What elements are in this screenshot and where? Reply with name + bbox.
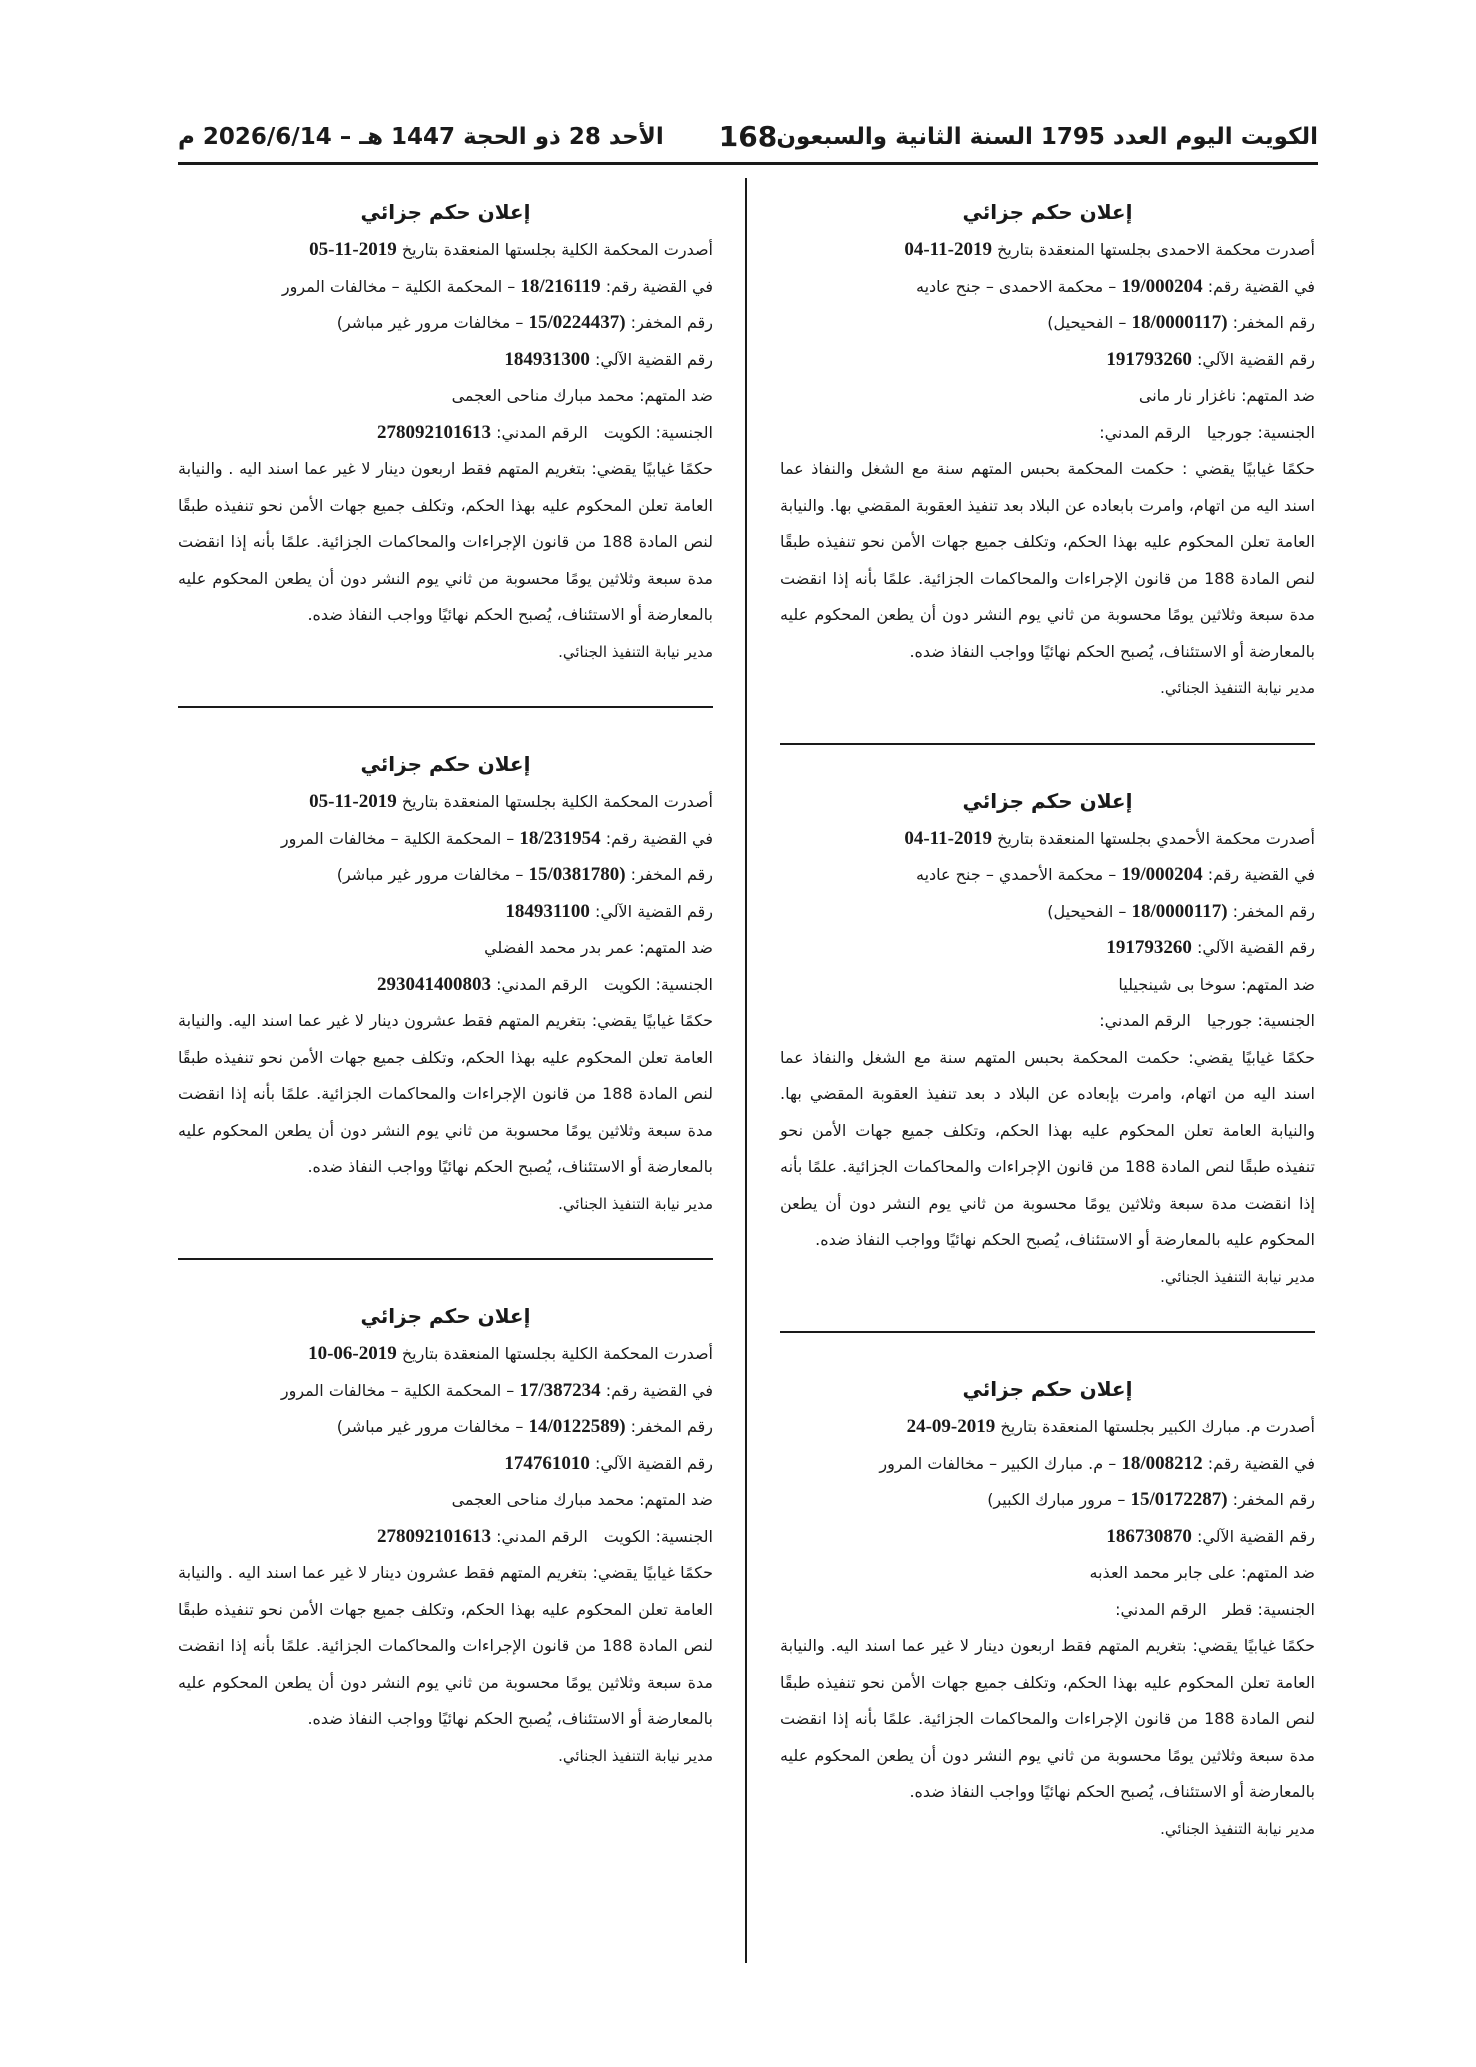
case-label: في القضية رقم: bbox=[1207, 1453, 1315, 1473]
auto-label: رقم القضية الآلي: bbox=[1196, 349, 1315, 369]
nationality-label: الجنسية: bbox=[1257, 1599, 1315, 1619]
judgment-notice bbox=[178, 1298, 713, 1774]
verdict-text: حكمًا غيابيًا يقضي : حكمت المحكمة بحبس المتهم سنة مع الشغل والنفاذ عما اسند اليه من اتهام، وامرت بابعاده عن البلاد بعد تنفيذ العقوبة المقضي بها. والنيابة العامة تعلن المحكوم عليه بهذا الحكم، وتكلف جميع جهات الأمن نحو تنفيذه طبقًا لنص المادة 188 من قانون الإجراءات والمحاكمات الجزائية. علمًا بأنه إذا انقضت مدة سبعة وثلاثين يومًا محسوبة من ثاني يوم النشر دون أن يطعن المحكوم عليه بالمعارضة أو الاستئناف، يُصبح الحكم نهائيًا وواجب النفاذ ضده. bbox=[780, 459, 1316, 661]
case-number: 19/000204 bbox=[1121, 864, 1203, 885]
issue-info: الكويت اليوم العدد 1795 السنة الثانية والسبعون bbox=[776, 124, 1318, 150]
station-name: – مرور مبارك الكبير) bbox=[987, 1490, 1126, 1509]
accused-name: ناغزار نار مانى bbox=[1138, 386, 1237, 405]
auto-number: 191793260 bbox=[1106, 348, 1192, 370]
accused-line bbox=[178, 1482, 713, 1519]
station-line bbox=[780, 1482, 1315, 1519]
notice-separator bbox=[178, 706, 713, 708]
civil-id-label: الرقم المدني: bbox=[1099, 1011, 1191, 1030]
auto-number: 174761010 bbox=[504, 1452, 590, 1474]
accused-name: محمد مبارك مناحى العجمى bbox=[451, 1490, 635, 1509]
signature: مدير نيابة التنفيذ الجنائي. bbox=[558, 1194, 713, 1213]
issued-date: 24-09-2019 bbox=[906, 1416, 996, 1437]
issued-date: 10-06-2019 bbox=[308, 1343, 397, 1364]
nationality-line bbox=[780, 415, 1315, 452]
notice-title: إعلان حكم جزائي bbox=[962, 788, 1133, 813]
accused-name: محمد مبارك مناحى العجمى bbox=[451, 386, 635, 405]
accused-label: ضد المتهم: bbox=[639, 938, 713, 957]
civil-id-label: الرقم المدني: bbox=[1099, 422, 1191, 442]
station-label: رقم المخفر: bbox=[1232, 313, 1315, 332]
issued-text: أصدرت محكمة الأحمدي بجلستها المنعقدة بتاريخ bbox=[997, 828, 1315, 848]
auto-label: رقم القضية الآلي: bbox=[594, 349, 713, 369]
case-number: 19/000204 bbox=[1121, 275, 1203, 297]
station-label: رقم المخفر: bbox=[630, 865, 713, 884]
notice-separator bbox=[780, 743, 1315, 745]
nationality-value: قطر bbox=[1222, 1599, 1253, 1619]
case-line bbox=[780, 1446, 1315, 1483]
accused-label: ضد المتهم: bbox=[1241, 386, 1315, 405]
case-label: في القضية رقم: bbox=[605, 276, 713, 296]
station-name: – مخالفات مرور غير مباشر) bbox=[336, 313, 524, 332]
issued-line bbox=[780, 232, 1315, 269]
notice-title: إعلان حكم جزائي bbox=[360, 200, 531, 224]
signature: مدير نيابة التنفيذ الجنائي. bbox=[1160, 679, 1315, 697]
civil-id-label: الرقم المدني: bbox=[496, 1526, 588, 1546]
case-number: 18/216119 bbox=[520, 275, 601, 297]
signature: مدير نيابة التنفيذ الجنائي. bbox=[1160, 1819, 1315, 1838]
station-name: – الفحيحيل) bbox=[1047, 313, 1127, 332]
issued-date: 05-11-2019 bbox=[309, 791, 397, 812]
left-column bbox=[178, 194, 713, 1774]
auto-label: رقم القضية الآلي: bbox=[1196, 938, 1315, 957]
issued-text: أصدرت المحكمة الكلية بجلستها المنعقدة بتاريخ bbox=[401, 792, 713, 811]
case-court: – المحكمة الكلية – مخالفات المرور bbox=[281, 276, 516, 296]
station-line bbox=[178, 1409, 713, 1446]
verdict-text: حكمًا غيابيًا يقضي: بتغريم المتهم فقط عشرون دينار لا غير عما اسند اليه . والنيابة العامة تعلن المحكوم عليه بهذا الحكم، وتكلف جميع جهات الأمن نحو تنفيذه طبقًا لنص المادة 188 من قانون الإجراءات والمحاكمات الجزائية. علمًا بأنه إذا انقضت مدة سبعة وثلاثين يومًا محسوبة من ثاني يوم النشر دون أن يطعن المحكوم عليه بالمعارضة أو الاستئناف، يُصبح الحكم نهائيًا وواجب النفاذ ضده. bbox=[178, 1563, 714, 1728]
accused-line bbox=[178, 930, 713, 967]
issued-line bbox=[178, 1336, 713, 1373]
accused-name: سوخا بى شينجيليا bbox=[1118, 974, 1237, 994]
case-court: – محكمة الأحمدي – جنح عاديه bbox=[916, 865, 1117, 884]
issued-date: 04-11-2019 bbox=[904, 827, 992, 849]
notice-separator bbox=[780, 1331, 1315, 1333]
notice-title: إعلان حكم جزائي bbox=[962, 1377, 1133, 1401]
case-court: – المحكمة الكلية – مخالفات المرور bbox=[280, 1380, 515, 1400]
accused-name: عمر بدر محمد الفضلي bbox=[484, 938, 635, 957]
signature: مدير نيابة التنفيذ الجنائي. bbox=[558, 1746, 713, 1765]
station-number: (15/0172287 bbox=[1130, 1489, 1228, 1510]
auto-number: 191793260 bbox=[1106, 937, 1192, 958]
station-number: (18/0000117 bbox=[1131, 312, 1228, 333]
nationality-label: الجنسية: bbox=[655, 974, 713, 994]
station-line bbox=[780, 894, 1315, 931]
case-number: 18/008212 bbox=[1121, 1452, 1203, 1474]
case-court: – م. مبارك الكبير – مخالفات المرور bbox=[879, 1453, 1117, 1473]
nationality-line bbox=[178, 1519, 713, 1556]
page-header bbox=[178, 118, 1318, 162]
accused-line bbox=[780, 1555, 1315, 1592]
auto-number: 184931300 bbox=[504, 348, 590, 370]
judgment-notice bbox=[780, 783, 1315, 1296]
auto-line bbox=[780, 1519, 1315, 1556]
station-line bbox=[780, 305, 1315, 342]
header-rule bbox=[178, 162, 1318, 165]
accused-label: ضد المتهم: bbox=[1241, 1563, 1315, 1582]
civil-id-label: الرقم المدني: bbox=[496, 422, 588, 442]
nationality-label: الجنسية: bbox=[1257, 422, 1315, 442]
civil-id-label: الرقم المدني: bbox=[1115, 1599, 1207, 1619]
station-label: رقم المخفر: bbox=[1232, 1490, 1315, 1509]
accused-label: ضد المتهم: bbox=[1241, 974, 1315, 994]
nationality-value: جورجيا bbox=[1206, 1011, 1253, 1030]
case-line bbox=[780, 857, 1315, 894]
judgment-notice bbox=[178, 746, 713, 1222]
verdict-text: حكمًا غيابيًا يقضي: بتغريم المتهم فقط اربعون دينار لا غير عما اسند اليه. والنيابة العامة تعلن المحكوم عليه بهذا الحكم، وتكلف جميع جهات الأمن نحو تنفيذه طبقًا لنص المادة 188 من قانون الإجراءات والمحاكمات الجزائية. علمًا بأنه إذا انقضت مدة سبعة وثلاثين يومًا محسوبة من ثاني يوم النشر دون أن يطعن المحكوم عليه بالمعارضة أو الاستئناف، يُصبح الحكم نهائيًا وواجب النفاذ ضده. bbox=[780, 1636, 1316, 1801]
station-line bbox=[178, 305, 713, 342]
case-label: في القضية رقم: bbox=[1207, 865, 1315, 884]
accused-line bbox=[178, 378, 713, 415]
nationality-label: الجنسية: bbox=[1257, 1011, 1315, 1030]
nationality-label: الجنسية: bbox=[655, 1526, 713, 1546]
issued-date: 04-11-2019 bbox=[904, 239, 992, 260]
case-line bbox=[178, 269, 713, 306]
issued-line bbox=[780, 1409, 1315, 1446]
issued-text: أصدرت المحكمة الكلية بجلستها المنعقدة بتاريخ bbox=[401, 240, 713, 259]
station-number: (15/0224437 bbox=[528, 312, 626, 333]
signature: مدير نيابة التنفيذ الجنائي. bbox=[558, 642, 713, 661]
auto-label: رقم القضية الآلي: bbox=[594, 901, 713, 921]
case-label: في القضية رقم: bbox=[1207, 276, 1315, 296]
civil-id-label: الرقم المدني: bbox=[496, 974, 588, 994]
verdict-text: حكمًا غيابيًا يقضي: بتغريم المتهم فقط اربعون دينار لا غير عما اسند اليه . والنيابة العامة تعلن المحكوم عليه بهذا الحكم، وتكلف جميع جهات الأمن نحو تنفيذه طبقًا لنص المادة 188 من قانون الإجراءات والمحاكمات الجزائية. علمًا بأنه إذا انقضت مدة سبعة وثلاثين يومًا محسوبة من ثاني يوم النشر دون أن يطعن المحكوم عليه بالمعارضة أو الاستئناف، يُصبح الحكم نهائيًا وواجب النفاذ ضده. bbox=[178, 459, 714, 624]
civil-id-value: 278092101613 bbox=[376, 1525, 491, 1547]
nationality-value: الكويت bbox=[603, 1526, 651, 1546]
case-court: – المحكمة الكلية – مخالفات المرور bbox=[280, 828, 515, 848]
auto-line bbox=[780, 342, 1315, 379]
case-label: في القضية رقم: bbox=[605, 1380, 713, 1400]
accused-label: ضد المتهم: bbox=[639, 1490, 713, 1509]
issue-date: الأحد 28 ذو الحجة 1447 هـ – 2026/6/14 م bbox=[178, 124, 664, 150]
issued-text: أصدرت المحكمة الكلية بجلستها المنعقدة بتاريخ bbox=[401, 1344, 713, 1363]
auto-label: رقم القضية الآلي: bbox=[594, 1453, 713, 1473]
auto-line bbox=[780, 930, 1315, 967]
station-name: – مخالفات مرور غير مباشر) bbox=[336, 1417, 524, 1436]
station-line bbox=[178, 857, 713, 894]
auto-number: 186730870 bbox=[1106, 1525, 1192, 1547]
nationality-line bbox=[780, 1592, 1315, 1629]
station-name: – مخالفات مرور غير مباشر) bbox=[336, 865, 524, 884]
right-column bbox=[780, 194, 1315, 1847]
case-number: 17/387234 bbox=[519, 1379, 601, 1401]
verdict-text: حكمًا غيابيًا يقضي: بتغريم المتهم فقط عشرون دينار لا غير عما اسند اليه. والنيابة العامة تعلن المحكوم عليه بهذا الحكم، وتكلف جميع جهات الأمن نحو تنفيذه طبقًا لنص المادة 188 من قانون الإجراءات والمحاكمات الجزائية. علمًا بأنه إذا انقضت مدة سبعة وثلاثين يومًا محسوبة من ثاني يوم النشر دون أن يطعن المحكوم عليه بالمعارضة أو الاستئناف، يُصبح الحكم نهائيًا وواجب النفاذ ضده. bbox=[178, 1011, 714, 1176]
column-divider bbox=[745, 178, 747, 1963]
notice-title: إعلان حكم جزائي bbox=[360, 1304, 531, 1328]
accused-line bbox=[780, 378, 1315, 415]
auto-line bbox=[178, 1446, 713, 1483]
nationality-value: جورجيا bbox=[1206, 422, 1253, 442]
station-label: رقم المخفر: bbox=[1232, 901, 1315, 921]
issued-line bbox=[178, 232, 713, 269]
station-label: رقم المخفر: bbox=[630, 1417, 713, 1436]
case-court: – محكمة الاحمدى – جنح عاديه bbox=[916, 276, 1117, 296]
station-number: (14/0122589 bbox=[528, 1416, 626, 1437]
nationality-value: الكويت bbox=[603, 422, 651, 442]
case-label: في القضية رقم: bbox=[605, 828, 713, 848]
issued-text: أصدرت م. مبارك الكبير بجلستها المنعقدة بتاريخ bbox=[1000, 1417, 1315, 1436]
notice-title: إعلان حكم جزائي bbox=[962, 200, 1133, 224]
auto-number: 184931100 bbox=[505, 900, 590, 922]
notice-title: إعلان حكم جزائي bbox=[360, 752, 531, 776]
civil-id-value: 278092101613 bbox=[376, 421, 491, 443]
station-name: – الفحيحيل) bbox=[1047, 901, 1127, 921]
verdict-text: حكمًا غيابيًا يقضي: حكمت المحكمة بحبس المتهم سنة مع الشغل والنفاذ عما اسند اليه من اتهام، وامرت بإبعاده عن البلاد د بعد تنفيذ العقوبة المقضي بها. والنيابة العامة تعلن المحكوم عليه بهذا الحكم، وتكلف جميع جهات الأمن نحو تنفيذه طبقًا لنص المادة 188 من قانون الإجراءات والمحاكمات الجزائية. علمًا بأنه إذا انقضت مدة سبعة وثلاثين يومًا محسوبة من ثاني يوم النشر دون أن يطعن المحكوم عليه بالمعارضة أو الاستئناف، يُصبح الحكم نهائيًا وواجب النفاذ ضده. bbox=[780, 1047, 1316, 1249]
nationality-line bbox=[178, 415, 713, 452]
auto-line bbox=[178, 894, 713, 931]
accused-name: على جابر محمد العذبه bbox=[1089, 1563, 1237, 1582]
issued-date: 05-11-2019 bbox=[309, 239, 397, 260]
case-number: 18/231954 bbox=[519, 827, 601, 849]
civil-id-value: 293041400803 bbox=[376, 973, 491, 995]
judgment-notice bbox=[178, 194, 713, 670]
notice-separator bbox=[178, 1258, 713, 1260]
case-line bbox=[178, 821, 713, 858]
nationality-line bbox=[178, 967, 713, 1004]
signature: مدير نيابة التنفيذ الجنائي. bbox=[1160, 1267, 1315, 1286]
nationality-line bbox=[780, 1003, 1315, 1040]
nationality-label: الجنسية: bbox=[655, 422, 713, 442]
auto-label: رقم القضية الآلي: bbox=[1196, 1526, 1315, 1546]
accused-label: ضد المتهم: bbox=[639, 386, 713, 405]
station-number: (15/0381780 bbox=[528, 864, 626, 885]
issued-text: أصدرت محكمة الاحمدى بجلستها المنعقدة بتاريخ bbox=[997, 240, 1315, 259]
judgment-notice bbox=[780, 1371, 1315, 1847]
judgment-notice bbox=[780, 194, 1315, 707]
station-number: (18/0000117 bbox=[1131, 900, 1228, 922]
page-number: 168 bbox=[718, 120, 778, 153]
nationality-value: الكويت bbox=[603, 974, 651, 994]
station-label: رقم المخفر: bbox=[630, 313, 713, 332]
issued-line bbox=[780, 821, 1315, 858]
case-line bbox=[780, 269, 1315, 306]
issued-line bbox=[178, 784, 713, 821]
case-line bbox=[178, 1373, 713, 1410]
accused-line bbox=[780, 967, 1315, 1004]
auto-line bbox=[178, 342, 713, 379]
